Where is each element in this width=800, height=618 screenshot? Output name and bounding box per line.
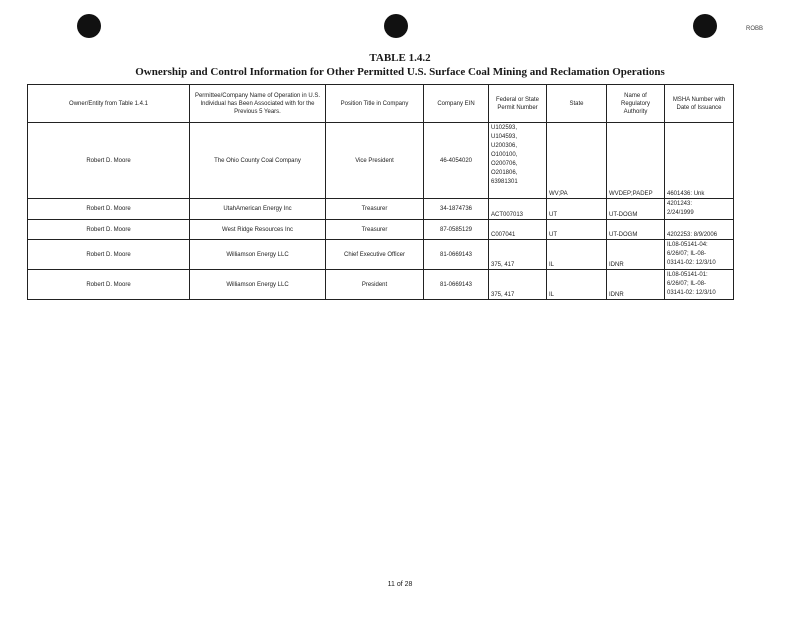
- table-header-row: [28, 85, 734, 123]
- msha-line: 6/26/07; IL-08-: [667, 251, 707, 257]
- msha-cell: 4202253: 8/9/2006: [665, 220, 734, 240]
- msha-cell: [665, 240, 734, 270]
- authority-cell: UT-DOGM: [607, 199, 665, 220]
- msha-cell: [665, 199, 734, 220]
- permit-cell: 375, 417: [489, 270, 547, 300]
- msha-line: 6/26/07; IL-08-: [667, 281, 707, 287]
- position-cell: Vice President: [326, 123, 424, 199]
- owner-cell: Robert D. Moore: [28, 240, 190, 270]
- header-state: State: [547, 85, 607, 123]
- table-row: [28, 240, 734, 270]
- position-cell: President: [326, 270, 424, 300]
- position-cell: Treasurer: [326, 220, 424, 240]
- msha-line: IL08-05141-01:: [667, 272, 708, 278]
- permit-number: O200706,: [491, 161, 518, 167]
- binder-hole: [693, 14, 717, 38]
- company-cell: West Ridge Resources Inc: [190, 220, 326, 240]
- table-row: [28, 220, 734, 240]
- company-cell: Williamson Energy LLC: [190, 240, 326, 270]
- msha-line: 03141-02: 12/3/10: [667, 260, 716, 266]
- authority-cell: UT-DOGM: [607, 220, 665, 240]
- msha-line: 2/24/1999: [667, 210, 694, 216]
- table-row: [28, 199, 734, 220]
- msha-line: 03141-02: 12/3/10: [667, 290, 716, 296]
- state-cell: WV;PA: [547, 123, 607, 199]
- company-cell: UtahAmerican Energy Inc: [190, 199, 326, 220]
- permit-number: O201806,: [491, 170, 518, 176]
- page-number: 11 of 28: [387, 581, 413, 588]
- permit-cell: 375, 417: [489, 240, 547, 270]
- table-row: [28, 123, 734, 199]
- owner-cell: Robert D. Moore: [28, 123, 190, 199]
- header-position: Position Title in Company: [326, 85, 424, 123]
- ein-cell: 87-0585129: [424, 220, 489, 240]
- header-authority: Name of Regulatory Authority: [607, 85, 665, 123]
- company-cell: The Ohio County Coal Company: [190, 123, 326, 199]
- header-permit: Federal or State Permit Number: [489, 85, 547, 123]
- ownership-table: [27, 84, 734, 300]
- header-msha: MSHA Number with Date of Issuance: [665, 85, 734, 123]
- permit-number: U102593,: [491, 125, 518, 131]
- permit-cell: ACT007013: [489, 199, 547, 220]
- owner-cell: Robert D. Moore: [28, 199, 190, 220]
- permit-cell: C007041: [489, 220, 547, 240]
- ein-cell: 34-1874736: [424, 199, 489, 220]
- binder-hole: [77, 14, 101, 38]
- state-cell: UT: [547, 199, 607, 220]
- position-cell: Chief Executive Officer: [326, 240, 424, 270]
- ein-cell: 81-0669143: [424, 270, 489, 300]
- authority-cell: IDNR: [607, 240, 665, 270]
- header-owner: Owner/Entity from Table 1.4.1: [28, 85, 190, 123]
- position-cell: Treasurer: [326, 199, 424, 220]
- owner-cell: Robert D. Moore: [28, 270, 190, 300]
- msha-line: IL08-05141-04:: [667, 242, 708, 248]
- state-cell: IL: [547, 270, 607, 300]
- state-cell: UT: [547, 220, 607, 240]
- state-cell: IL: [547, 240, 607, 270]
- page-stamp: ROBB: [746, 26, 764, 32]
- permit-number: U104593,: [491, 134, 518, 140]
- authority-cell: IDNR: [607, 270, 665, 300]
- permit-cell: [489, 123, 547, 199]
- permit-number: 63981301: [491, 179, 518, 185]
- permit-number: U200306,: [491, 143, 518, 149]
- msha-line: 4201243:: [667, 201, 693, 207]
- company-cell: Williamson Energy LLC: [190, 270, 326, 300]
- binder-hole: [384, 14, 408, 38]
- table-row: [28, 270, 734, 300]
- table-subtitle: Ownership and Control Information for Other Permitted U.S. Surface Coal Mining and Reclamation Operations: [135, 66, 665, 78]
- msha-cell: 4601436: Unk: [665, 123, 734, 199]
- msha-cell: [665, 270, 734, 300]
- header-ein: Company EIN: [424, 85, 489, 123]
- header-permittee: Permittee/Company Name of Operation in U.S. Individual has Been Associated with for the Previous 5 Years.: [190, 85, 326, 123]
- permit-number: O100100,: [491, 152, 518, 158]
- ein-cell: 81-0669143: [424, 240, 489, 270]
- table-title: TABLE 1.4.2: [369, 52, 431, 64]
- ein-cell: 46-4054020: [424, 123, 489, 199]
- authority-cell: WVDEP;PADEP: [607, 123, 665, 199]
- owner-cell: Robert D. Moore: [28, 220, 190, 240]
